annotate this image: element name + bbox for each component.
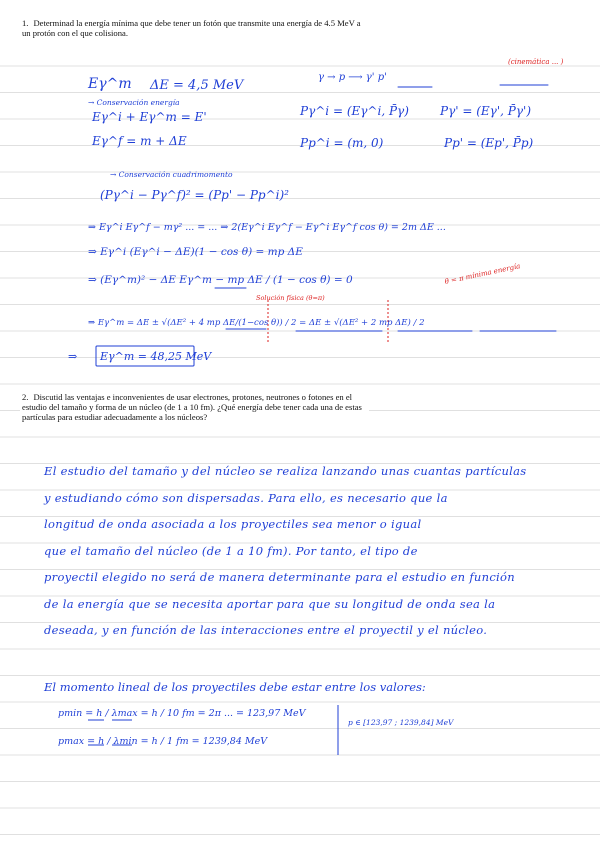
work1-result: Eγ^m = 48,25 MeV [100,350,212,363]
work1-line8: ⇒ Eγ^i (Eγ^i − ΔE)(1 − cos θ) = mp ΔE [88,246,303,258]
question-2-text: Discutid las ventajas e inconvenientes de usar electrones, protones, neutrones o fotones en el estudio del tamaño y forma de un núcleo (de 1 a 10 fm). ¿Qué energía debe tener cada una de estas partículas para estudiar adecuadamente a los núcleos? [22,392,362,422]
work1-arrow: ⇒ [68,350,78,363]
answer-2-pmin: pmin = h / λmax = h / 10 fm = 2π ... = 123,97 MeV [58,708,306,719]
answer-2-line-7: deseada, y en función de las interacciones entre el proyectil y el núcleo. [44,623,488,637]
answer-2-line-2: y estudiando cómo son dispersadas. Para ello, es necesario que la [44,490,448,505]
work1-line4: Eγ^f = m + ΔE [92,134,187,148]
work1-diagram: γ → p ⟶ γ' p' [318,72,387,83]
answer-2-line-4: que el tamaño del núcleo (de 1 a 10 fm). Por tanto, el tipo de [44,543,418,558]
answer-2-momentum-line: El momento lineal de los proyectiles debe estar entre los valores: [44,680,426,694]
answer-2-range: p ∈ [123,97 ; 1239,84] MeV [348,718,454,727]
answer-2-line-3: longitud de onda asociada a los proyectiles sea menor o igual [44,517,422,531]
question-1-text: Determinad la energía mínima que debe tener un fotón que transmite una energía de 4.5 MeV a un protón con el que colisiona. [22,18,361,38]
answer-2-line-1: El estudio del tamaño y del núcleo se realiza lanzando unas cuantas partículas [44,464,527,478]
work1-note-quadrimomentum: → Conservación cuadrimomento [110,170,233,179]
work1-line1-mid: ΔE = 4,5 MeV [150,78,244,93]
work1-note-theta: θ = π mínima energía [444,262,522,286]
work1-line3: Eγ^i + Eγ^m = E' [92,110,207,124]
work1-line6: (Pγ^i − Pγ^f)² = (Pp' − Pp^i)² [100,188,289,202]
work1-note-physical: Solución física (θ=π) [256,294,325,302]
work1-note-energy: → Conservación energía [88,98,180,107]
work1-line10: ⇒ Eγ^m = ΔE ± √(ΔE² + 4 mp ΔE/(1−cos θ)) / 2 = ΔE ± √(ΔE² + 2 mp ΔE) / 2 [88,318,425,328]
work1-line1-left: Eγ^m [88,76,132,92]
work1-line4-right2: Pp' = (Ep', P̄p) [444,136,534,150]
answer-2-line-5: proyectil elegido no será de manera determinante para el estudio en función [44,570,515,584]
answer-2-pmax: pmax = h / λmin = h / 1 fm = 1239,84 MeV [58,736,268,747]
work1-line9: ⇒ (Eγ^m)² − ΔE Eγ^m − mp ΔE / (1 − cos θ) = 0 [88,274,353,286]
work1-note-red: (cinemática ... ) [508,58,564,66]
answer-2-prose [44,458,574,644]
question-2-number: 2. [22,392,29,402]
question-1 [20,18,369,38]
work1-line4-right: Pp^i = (m, 0) [300,136,384,150]
work1-line3-right: Pγ^i = (Eγ^i, P̄γ) [300,104,409,118]
work1-line7: ⇒ Eγ^i Eγ^f − mγ² ... = ... ⇒ 2(Eγ^i Eγ^f − Eγ^i Eγ^f cos θ) = 2m ΔE ... [88,222,446,233]
work1-line3-right2: Pγ' = (Eγ', P̄γ') [440,104,531,118]
question-2 [20,392,369,422]
answer-2-line-6: de la energía que se necesita aportar para que su longitud de onda sea la [44,596,496,611]
question-1-number: 1. [22,18,29,28]
